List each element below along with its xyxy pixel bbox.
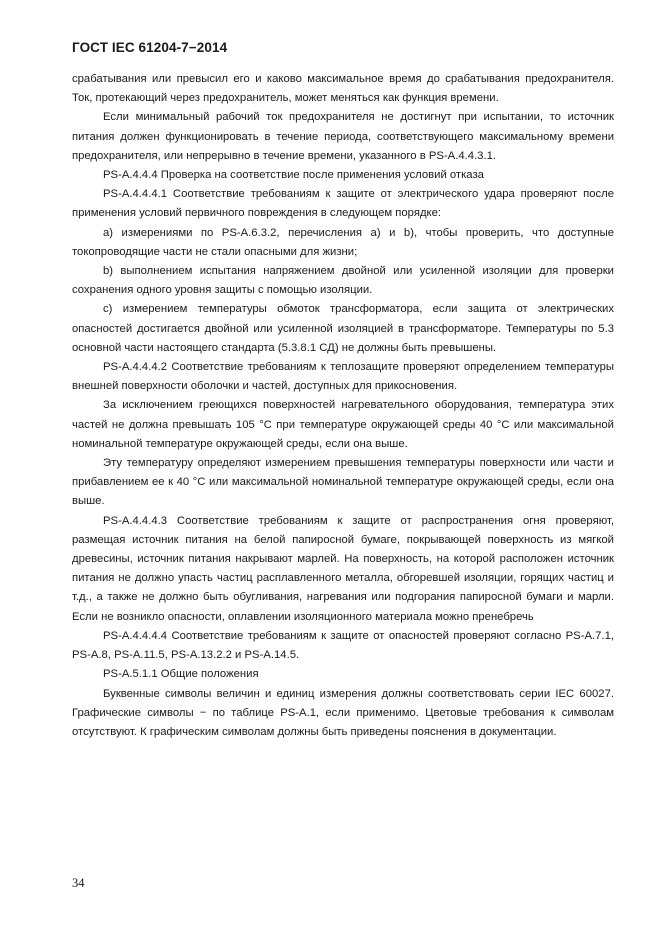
standard-header: ГОСТ IEC 61204-7−2014	[72, 40, 228, 55]
paragraph-ps-a-4-4-4-2: PS-A.4.4.4.2 Соответствие требованиям к теплозащите проверяют определением температуры внешней поверхности оболочки и частей, доступных для прикосновения.	[72, 361, 614, 393]
paragraph-ps-a-4-4-4-4: PS-A.4.4.4.4 Соответствие требованиям к защите от опасностей проверяют согласно PS-A.7.1, PS-A.8, PS-A.11.5, PS-A.13.2.2 и PS-A.14.5.	[72, 629, 614, 662]
list-item-c: c) измерением температуры обмоток трансформатора, если защита от электрических опасностей достигается двойной или усиленной изоляцией в трансформаторе. Температуры по 5.3 основной части настоящего стандарта (5.3.8.1 СД) не должны быть превышены.	[72, 303, 614, 354]
paragraph-ps-a-4-4-4-1: PS-A.4.4.4.1 Соответствие требованиям к защите от электрического удара проверяют после применения условий первичного повреждения в следующем порядке:	[72, 188, 614, 220]
page-number: 34	[72, 876, 85, 890]
paragraph-min-current: Если минимальный рабочий ток предохранителя не достигнут при испытании, то источник питания должен функционировать в течение периода, соответствующего максимальному времени предохранителя, или непрерывно в течение времени, указанного в PS-A.4.4.3.1.	[72, 111, 614, 162]
list-item-a: а) измерениями по PS-A.6.3.2, перечисления а) и b), чтобы проверить, что доступные токопроводящие части не стали опасными для жизни;	[72, 226, 614, 258]
list-item-b: b) выполнением испытания напряжением двойной или усиленной изоляции для проверки сохранения одного уровня защиты с помощью изоляции.	[72, 265, 614, 297]
paragraph-temperature-measurement: Эту температуру определяют измерением превышения температуры поверхности или части и прибавлением ее к 40 °С или максимальной номинальной температуре окружающей среды, если она выше.	[72, 457, 614, 508]
paragraph-fuse-continuation: срабатывания или превысил его и каково максимальное время до срабатывания предохранителя. Ток, протекающий через предохранитель, может меняться как функция времени.	[72, 73, 614, 105]
section-heading-ps-a-4-4-4: PS-A.4.4.4 Проверка на соответствие после применения условий отказа	[103, 169, 484, 182]
paragraph-heating-exception: За исключением греющихся поверхностей нагревательного оборудования, температура этих частей не должна превышать 105 °С при температуре окружающей среды 40 °С или максимальной номинальной температуре окружающей среды, если она выше.	[72, 399, 614, 450]
paragraph-symbols: Буквенные символы величин и единиц измерения должны соответствовать серии IEC 60027. Графические символы − по таблице PS-A.1, если применимо. Цветовые требования к символам отсутствуют. К графическим символам должны быть приведены пояснения в документации.	[72, 687, 614, 738]
section-heading-ps-a-5-1-1: PS-A.5.1.1 Общие положения	[103, 668, 259, 681]
body-text	[72, 70, 614, 742]
paragraph-ps-a-4-4-4-3: PS-A.4.4.4.3 Соответствие требованиям к защите от распространения огня проверяют, размещая источник питания на белой папиросной бумаге, покрывающей поверхность из мягкой древесины, источник питания накрывают марлей. На поверхность, на которой расположен источник питания не должно упасть частиц расплавленного металла, обгоревшей изоляции, горящих частиц и т.д., а также не должно быть обугливания, нагревания или подгорания папиросной бумаги и марли. Если не возникло опасности, оплавлении изоляционного материала можно пренебречь	[72, 514, 614, 623]
